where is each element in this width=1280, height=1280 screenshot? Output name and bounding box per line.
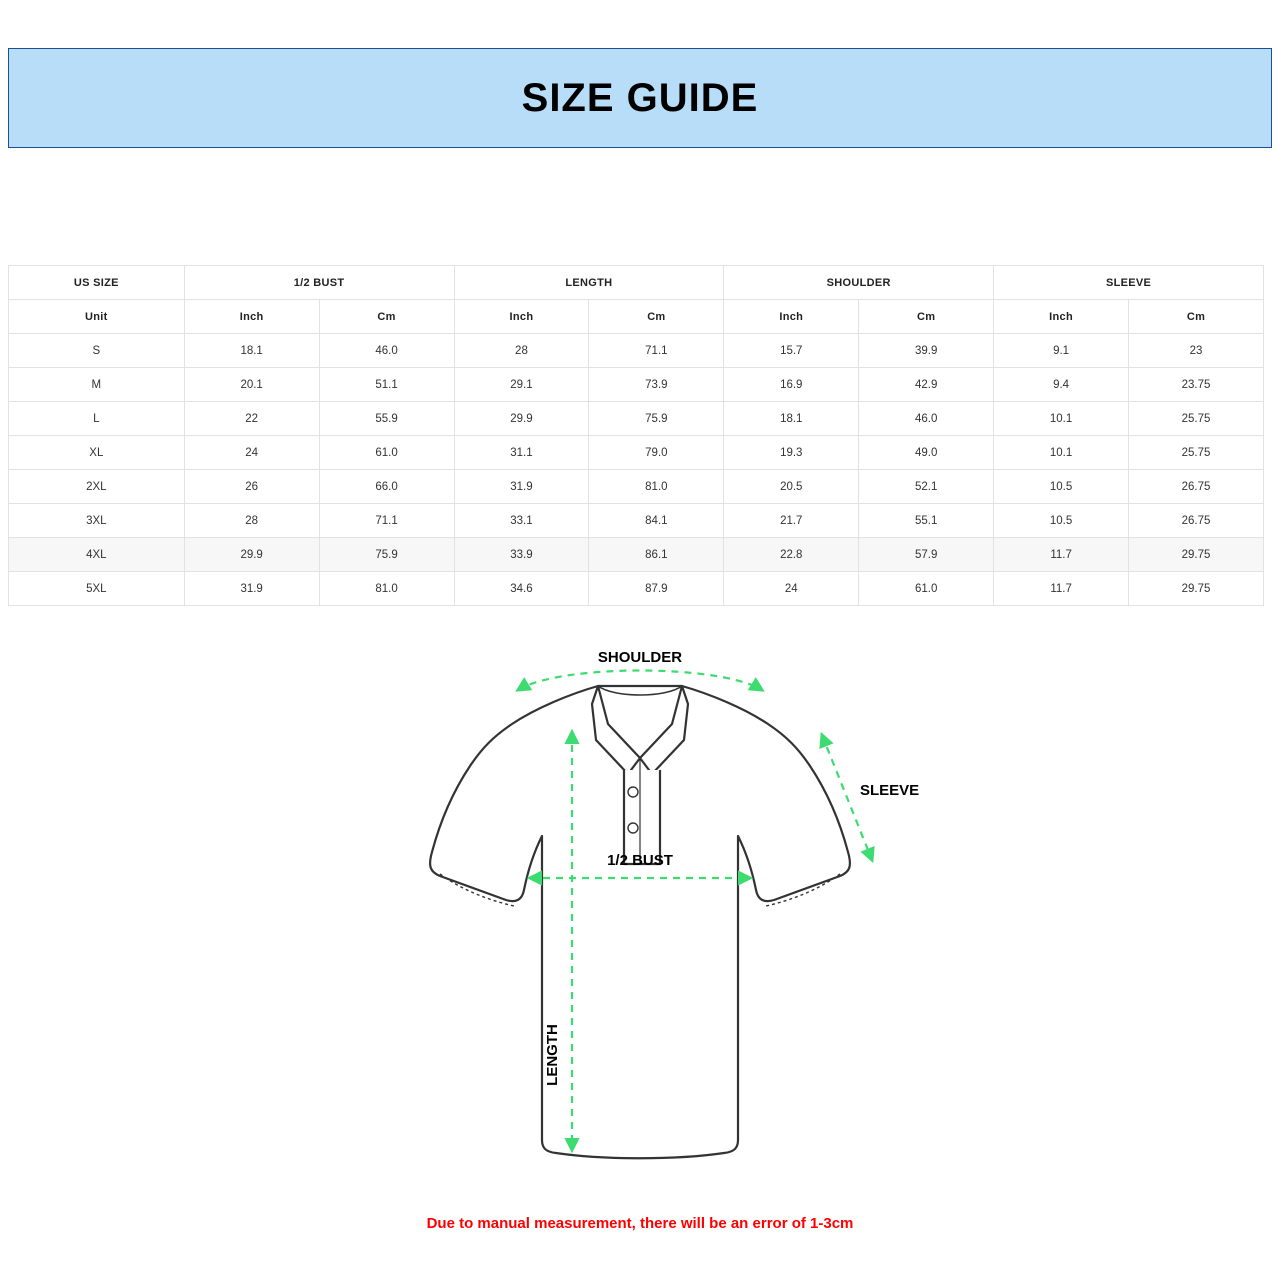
table-body bbox=[9, 334, 1264, 606]
cell-bust-inch: 28 bbox=[184, 504, 319, 538]
cell-sleeve-inch: 10.1 bbox=[994, 436, 1129, 470]
cell-shoulder-inch: 20.5 bbox=[724, 470, 859, 504]
cell-sleeve-cm: 23 bbox=[1129, 334, 1264, 368]
cell-shoulder-cm: 42.9 bbox=[859, 368, 994, 402]
cell-length-inch: 34.6 bbox=[454, 572, 589, 606]
cell-sleeve-cm: 26.75 bbox=[1129, 470, 1264, 504]
unit-header-sleeve-inch: Inch bbox=[994, 300, 1129, 334]
cell-sleeve-inch: 9.1 bbox=[994, 334, 1129, 368]
cell-shoulder-cm: 46.0 bbox=[859, 402, 994, 436]
measurement-disclaimer: Due to manual measurement, there will be an error of 1-3cm bbox=[426, 1215, 854, 1232]
cell-length-inch: 28 bbox=[454, 334, 589, 368]
cell-size: 4XL bbox=[9, 538, 185, 572]
cell-shoulder-inch: 15.7 bbox=[724, 334, 859, 368]
size-table bbox=[8, 265, 1264, 606]
unit-header-shoulder-cm: Cm bbox=[859, 300, 994, 334]
cell-bust-cm: 51.1 bbox=[319, 368, 454, 402]
unit-header-shoulder-inch: Inch bbox=[724, 300, 859, 334]
column-header-shoulder: SHOULDER bbox=[724, 266, 994, 300]
bust-label: 1/2 BUST bbox=[607, 852, 673, 869]
cell-size: XL bbox=[9, 436, 185, 470]
cell-bust-cm: 75.9 bbox=[319, 538, 454, 572]
cell-size: 5XL bbox=[9, 572, 185, 606]
cell-sleeve-cm: 23.75 bbox=[1129, 368, 1264, 402]
table-row bbox=[9, 436, 1264, 470]
cell-shoulder-cm: 57.9 bbox=[859, 538, 994, 572]
table-row bbox=[9, 402, 1264, 436]
cell-sleeve-inch: 9.4 bbox=[994, 368, 1129, 402]
cell-length-cm: 79.0 bbox=[589, 436, 724, 470]
sleeve-label: SLEEVE bbox=[860, 782, 920, 799]
unit-header-sleeve-cm: Cm bbox=[1129, 300, 1264, 334]
cell-sleeve-cm: 29.75 bbox=[1129, 572, 1264, 606]
cell-size: 2XL bbox=[9, 470, 185, 504]
cell-bust-cm: 71.1 bbox=[319, 504, 454, 538]
cell-length-inch: 31.9 bbox=[454, 470, 589, 504]
unit-header-length-cm: Cm bbox=[589, 300, 724, 334]
cell-bust-inch: 24 bbox=[184, 436, 319, 470]
column-header-length: LENGTH bbox=[454, 266, 724, 300]
unit-header-bust-inch: Inch bbox=[184, 300, 319, 334]
cell-bust-inch: 26 bbox=[184, 470, 319, 504]
cell-shoulder-inch: 24 bbox=[724, 572, 859, 606]
cell-bust-cm: 66.0 bbox=[319, 470, 454, 504]
cell-sleeve-inch: 10.5 bbox=[994, 470, 1129, 504]
cell-length-cm: 73.9 bbox=[589, 368, 724, 402]
cell-shoulder-cm: 55.1 bbox=[859, 504, 994, 538]
cell-shoulder-inch: 18.1 bbox=[724, 402, 859, 436]
cell-sleeve-cm: 25.75 bbox=[1129, 436, 1264, 470]
length-label: LENGTH bbox=[544, 1024, 561, 1086]
table-row bbox=[9, 538, 1264, 572]
cell-bust-cm: 81.0 bbox=[319, 572, 454, 606]
table-row bbox=[9, 334, 1264, 368]
cell-length-cm: 81.0 bbox=[589, 470, 724, 504]
column-header-sleeve: SLEEVE bbox=[994, 266, 1264, 300]
table-row bbox=[9, 470, 1264, 504]
cell-sleeve-inch: 10.5 bbox=[994, 504, 1129, 538]
cell-sleeve-inch: 11.7 bbox=[994, 538, 1129, 572]
cell-sleeve-inch: 11.7 bbox=[994, 572, 1129, 606]
unit-header-length-inch: Inch bbox=[454, 300, 589, 334]
cell-length-inch: 29.9 bbox=[454, 402, 589, 436]
table-row bbox=[9, 572, 1264, 606]
cell-sleeve-inch: 10.1 bbox=[994, 402, 1129, 436]
cell-shoulder-inch: 22.8 bbox=[724, 538, 859, 572]
cell-bust-inch: 22 bbox=[184, 402, 319, 436]
cell-length-inch: 29.1 bbox=[454, 368, 589, 402]
shoulder-label: SHOULDER bbox=[597, 649, 683, 666]
cell-length-cm: 75.9 bbox=[589, 402, 724, 436]
column-header-us-size: US SIZE bbox=[9, 266, 185, 300]
cell-shoulder-inch: 16.9 bbox=[724, 368, 859, 402]
cell-bust-inch: 29.9 bbox=[184, 538, 319, 572]
cell-size: S bbox=[9, 334, 185, 368]
cell-shoulder-cm: 49.0 bbox=[859, 436, 994, 470]
page-title: SIZE GUIDE bbox=[521, 75, 759, 120]
page-banner bbox=[8, 48, 1272, 148]
cell-bust-inch: 20.1 bbox=[184, 368, 319, 402]
cell-length-cm: 87.9 bbox=[589, 572, 724, 606]
cell-shoulder-cm: 39.9 bbox=[859, 334, 994, 368]
cell-length-inch: 31.1 bbox=[454, 436, 589, 470]
cell-shoulder-cm: 61.0 bbox=[859, 572, 994, 606]
cell-size: M bbox=[9, 368, 185, 402]
cell-length-cm: 84.1 bbox=[589, 504, 724, 538]
table-head bbox=[9, 266, 1264, 334]
unit-header-bust-cm: Cm bbox=[319, 300, 454, 334]
table-unit-header-row bbox=[9, 300, 1264, 334]
cell-length-inch: 33.9 bbox=[454, 538, 589, 572]
unit-header-unit: Unit bbox=[9, 300, 185, 334]
cell-sleeve-cm: 29.75 bbox=[1129, 538, 1264, 572]
polo-shirt-illustration bbox=[430, 686, 850, 1158]
cell-bust-inch: 18.1 bbox=[184, 334, 319, 368]
cell-size: L bbox=[9, 402, 185, 436]
column-header-bust: 1/2 BUST bbox=[184, 266, 454, 300]
table-group-header-row bbox=[9, 266, 1264, 300]
measurement-diagram bbox=[0, 620, 1280, 1220]
cell-shoulder-inch: 19.3 bbox=[724, 436, 859, 470]
cell-length-cm: 71.1 bbox=[589, 334, 724, 368]
cell-shoulder-cm: 52.1 bbox=[859, 470, 994, 504]
cell-sleeve-cm: 25.75 bbox=[1129, 402, 1264, 436]
size-table-container bbox=[8, 265, 1264, 606]
cell-bust-cm: 46.0 bbox=[319, 334, 454, 368]
cell-shoulder-inch: 21.7 bbox=[724, 504, 859, 538]
cell-length-inch: 33.1 bbox=[454, 504, 589, 538]
cell-size: 3XL bbox=[9, 504, 185, 538]
cell-bust-inch: 31.9 bbox=[184, 572, 319, 606]
cell-bust-cm: 55.9 bbox=[319, 402, 454, 436]
cell-length-cm: 86.1 bbox=[589, 538, 724, 572]
cell-sleeve-cm: 26.75 bbox=[1129, 504, 1264, 538]
table-row bbox=[9, 368, 1264, 402]
table-row bbox=[9, 504, 1264, 538]
cell-bust-cm: 61.0 bbox=[319, 436, 454, 470]
